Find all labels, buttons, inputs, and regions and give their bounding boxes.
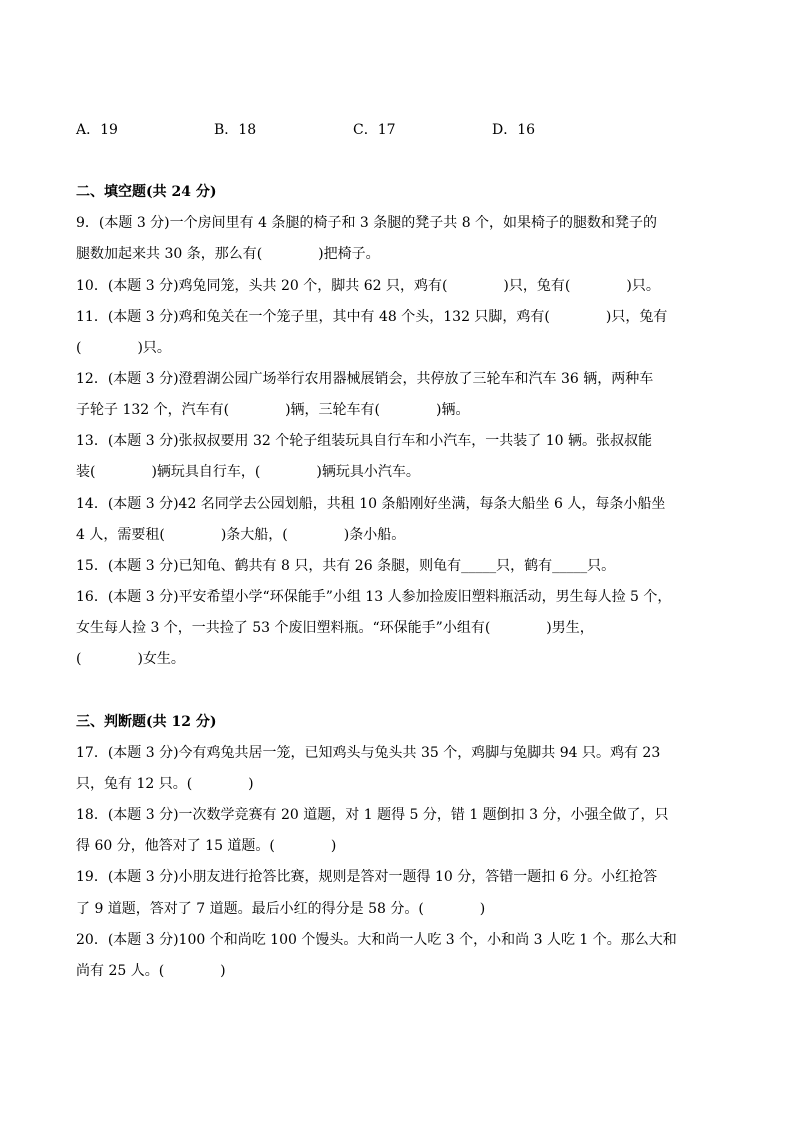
option-value: 18 [238, 122, 257, 138]
question-line: 18．(本题 3 分)一次数学竞赛有 20 道题，对 1 题得 5 分，错 1 题倒扣 3 分，小强全做了，只 [76, 807, 669, 823]
question-line: 女生每人捡 3 个，一共捡了 53 个废旧塑料瓶。“环保能手”小组有( )男生， [76, 620, 594, 636]
question-line: 14．(本题 3 分)42 名同学去公园划船，共租 10 条船刚好坐满，每条大船坐 6 人，每条小船坐 [76, 496, 666, 512]
option-c [353, 120, 396, 140]
option-letter: C． [353, 122, 378, 138]
question-line: 16．(本题 3 分)平安希望小学“环保能手”小组 13 人参加捡废旧塑料瓶活动，男生每人捡 5 个， [76, 589, 672, 605]
question-line: 11．(本题 3 分)鸡和兔关在一个笼子里，其中有 48 个头，132 只脚，鸡有( )只，兔有 [76, 309, 668, 325]
question-line: 20．(本题 3 分)100 个和尚吃 100 个馒头。大和尚一人吃 3 个，小和尚 3 人吃 1 个。那么大和 [76, 932, 677, 948]
question-line: 15．(本题 3 分)已知龟、鹤共有 8 只，共有 26 条腿，则龟有_____只，鹤有_____只。 [76, 558, 616, 574]
question-line: 子轮子 132 个，汽车有( )辆，三轮车有( )辆。 [76, 402, 470, 418]
question-line: 9．(本题 3 分)一个房间里有 4 条腿的椅子和 3 条腿的凳子共 8 个，如果椅子的腿数和凳子的 [76, 215, 658, 231]
option-value: 16 [517, 122, 536, 138]
option-letter: D． [492, 122, 518, 138]
question-line: 只，兔有 12 只。( ) [76, 776, 254, 792]
question-line: ( )女生。 [76, 651, 185, 667]
question-line: 17．(本题 3 分)今有鸡兔共居一笼，已知鸡头与兔头共 35 个，鸡脚与兔脚共 94 只。鸡有 23 [76, 745, 661, 761]
option-value: 19 [100, 122, 118, 138]
section-title-fill-blank: 二、填空题(共 24 分) [76, 184, 217, 200]
question-line: 10．(本题 3 分)鸡兔同笼，头共 20 个，脚共 62 只，鸡有( )只，兔有( )只。 [76, 278, 660, 294]
option-letter: A． [76, 122, 101, 138]
question-line: 19．(本题 3 分)小朋友进行抢答比赛，规则是答对一题得 10 分，答错一题扣 6 分。小红抢答 [76, 869, 658, 885]
option-b [214, 120, 256, 140]
question-line: 装( )辆玩具自行车，( )辆玩具小汽车。 [76, 464, 420, 480]
question-line: 13．(本题 3 分)张叔叔要用 32 个轮子组装玩具自行车和小汽车，一共装了 10 辆。张叔叔能 [76, 433, 652, 449]
question-line: 了 9 道题，答对了 7 道题。最后小红的得分是 58 分。( ) [76, 901, 486, 917]
section-title-true-false: 三、判断题(共 12 分) [76, 714, 217, 730]
option-value: 17 [377, 122, 396, 138]
option-d [492, 120, 535, 140]
question-line: 4 人，需要租( )条大船，( )条小船。 [76, 527, 406, 543]
option-a [76, 120, 118, 140]
question-line: 得 60 分，他答对了 15 道题。( ) [76, 838, 337, 854]
question-line: ( )只。 [76, 340, 171, 356]
question-line: 尚有 25 人。( ) [76, 963, 226, 979]
option-letter: B． [214, 122, 239, 138]
question-line: 12．(本题 3 分)澄碧湖公园广场举行农用器械展销会，共停放了三轮车和汽车 36 辆，两种车 [76, 371, 654, 387]
question-line: 腿数加起来共 30 条，那么有( )把椅子。 [76, 246, 380, 262]
